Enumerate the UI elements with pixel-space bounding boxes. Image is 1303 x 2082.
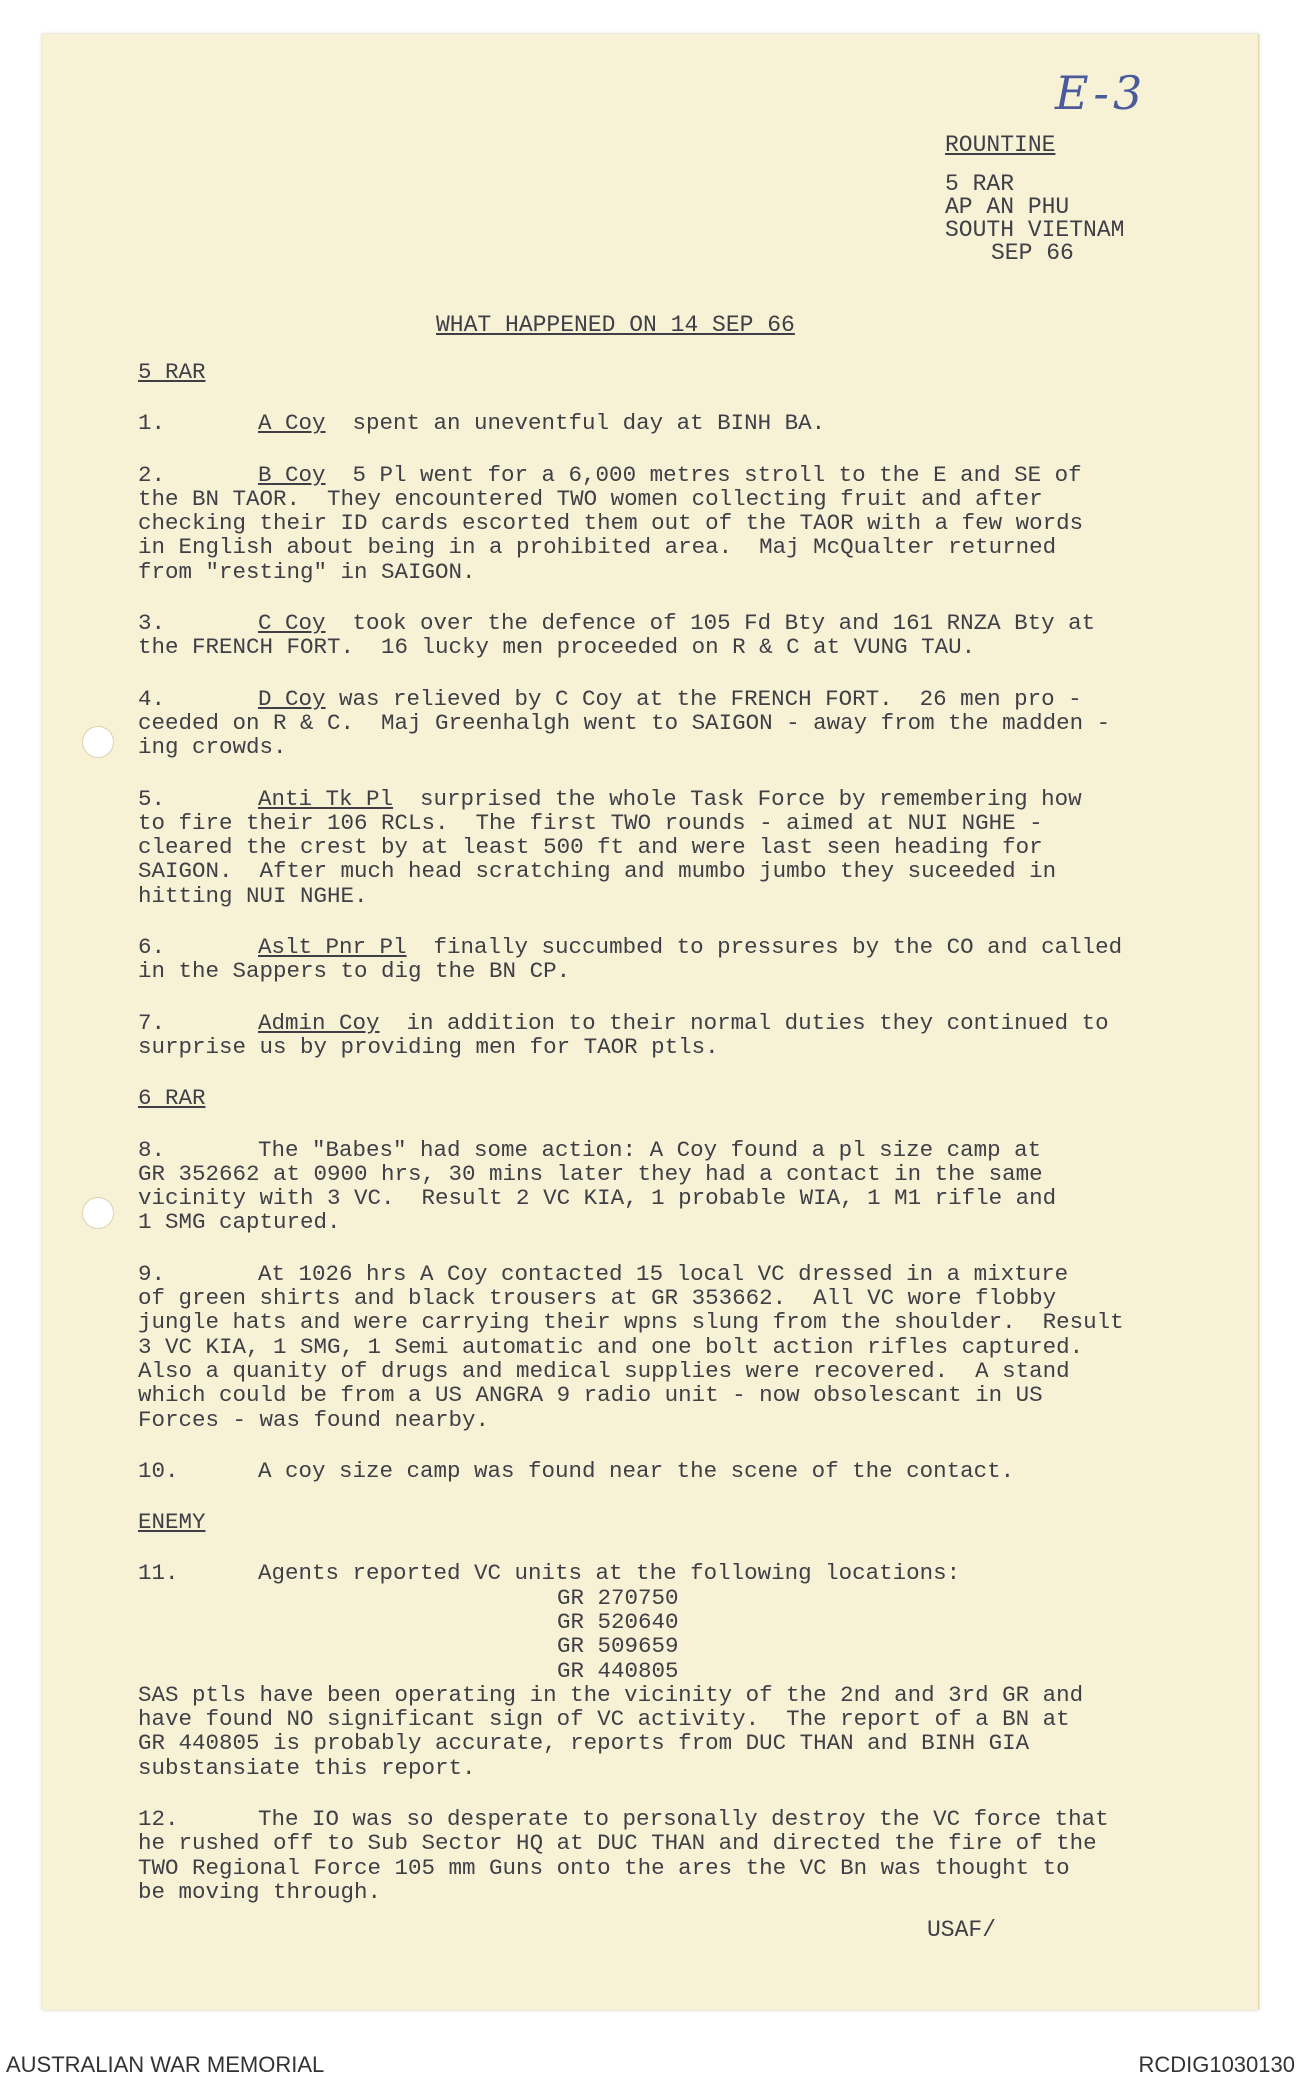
paragraph-number: 12.: [138, 1806, 179, 1833]
paragraph-text: surprised the whole Task Force by remembering how to fire their 106 RCLs. The first TWO rounds - aimed at NUI NGHE - cleared the crest by at least 500 ft and were last seen heading for SAIGON. After much head scratching and mumbo jumbo they suceeded in hitting NUI NGHE.: [138, 785, 1082, 909]
paragraph-text: SAS ptls have been operating in the vicinity of the 2nd and 3rd GR and have found NO significant sign of VC activity. The report of a BN at GR 440805 is probably accurate, reports from DUC THAN and BINH GIA substansiate this report.: [138, 1681, 1084, 1781]
routine-label: ROUNTINE: [945, 132, 1056, 158]
paragraph-text: in addition to their normal duties they continued to surprise us by providing men for TAOR ptls.: [138, 1009, 1109, 1060]
section-heading-6rar: 6 RAR: [138, 1085, 206, 1112]
grid-reference: GR 509659: [557, 1633, 679, 1660]
paragraph-text: was relieved by C Coy at the FRENCH FORT. 26 men pro - ceeded on R & C. Maj Greenhalgh went to SAIGON - away from the madden - ing crowds.: [138, 685, 1111, 761]
paragraph-12: [138, 1807, 1228, 1904]
archive-id: RCDIG1030130: [1138, 2052, 1295, 2077]
paragraph-4: [138, 687, 1228, 760]
section-heading-enemy: ENEMY: [138, 1509, 206, 1536]
paragraph-text: finally succumbed to pressures by the CO and called in the Sappers to dig the BN CP.: [138, 934, 1123, 985]
location-line-1: AP AN PHU: [945, 194, 1070, 220]
paragraph-text: took over the defence of 105 Fd Bty and 161 RNZA Bty at the FRENCH FORT. 16 lucky men proceeded on R & C at VUNG TAU.: [138, 610, 1096, 661]
paragraph-number: 5.: [138, 785, 166, 812]
paragraph-unit: C Coy: [258, 610, 326, 637]
paragraph-2: [138, 463, 1228, 584]
document-body: [138, 360, 1228, 1931]
paragraph-number: 8.: [138, 1136, 166, 1163]
paragraph-text: A coy size camp was found near the scene of the contact.: [258, 1457, 1015, 1484]
paragraph-text: The IO was so desperate to personally destroy the VC force that he rushed off to Sub Sector HQ at DUC THAN and directed the fire of the TWO Regional Force 105 mm Guns onto the ares the VC Bn was thought to be moving through.: [138, 1806, 1109, 1905]
grid-reference: GR 440805: [557, 1657, 679, 1684]
paragraph-unit: A Coy: [258, 410, 326, 437]
paragraph-number: 1.: [138, 410, 166, 437]
paragraph-unit: Admin Coy: [258, 1009, 380, 1036]
paragraph-number: 4.: [138, 685, 166, 712]
grid-reference: GR 270750: [557, 1584, 679, 1611]
paragraph-text: 5 Pl went for a 6,000 metres stroll to the E and SE of the BN TAOR. They encountered TWO women collecting fruit and after checking their ID cards escorted them out of the TAOR with a few words in English about being in a prohibited area. Maj McQualter returned from "resting" in SAIGON.: [138, 461, 1084, 585]
paragraph-text: spent an uneventful day at BINH BA.: [325, 410, 826, 437]
paragraph-7: [138, 1011, 1228, 1060]
paragraph-number: 3.: [138, 610, 166, 637]
paragraph-9: [138, 1262, 1228, 1432]
paragraph-number: 9.: [138, 1260, 166, 1287]
archive-name: AUSTRALIAN WAR MEMORIAL: [6, 2052, 325, 2077]
paragraph-unit: Aslt Pnr Pl: [258, 934, 407, 961]
paragraph-8: [138, 1138, 1228, 1235]
paragraph-10: [138, 1459, 1228, 1483]
paragraph-unit: Anti Tk Pl: [258, 785, 394, 812]
grid-reference: GR 520640: [557, 1608, 679, 1635]
document-header: [945, 134, 1124, 265]
punch-hole: [82, 1197, 114, 1229]
archive-caption-bar: [0, 2050, 1303, 2082]
grid-reference-list: [557, 1586, 1228, 1683]
paragraph-1: [138, 411, 1228, 435]
paragraph-6: [138, 935, 1228, 984]
paragraph-intro: Agents reported VC units at the following locations:: [258, 1560, 961, 1587]
paragraph-number: 10.: [138, 1457, 179, 1484]
paragraph-unit: B Coy: [258, 461, 326, 488]
document-title: WHAT HAPPENED ON 14 SEP 66: [436, 312, 795, 338]
paragraph-11: [138, 1561, 1228, 1780]
date-label: SEP 66: [991, 240, 1074, 266]
handwritten-reference: E-3: [1055, 66, 1147, 120]
paragraph-number: 6.: [138, 934, 166, 961]
punch-hole: [82, 726, 114, 758]
unit-label: 5 RAR: [945, 171, 1015, 197]
paragraph-number: 11.: [138, 1560, 179, 1587]
paragraph-3: [138, 611, 1228, 660]
paragraph-number: 2.: [138, 461, 166, 488]
location-line-2: SOUTH VIETNAM: [945, 217, 1125, 243]
section-heading-5rar: 5 RAR: [138, 359, 206, 385]
paragraph-unit: D Coy: [258, 685, 326, 712]
continuation-marker: USAF/: [927, 1917, 997, 1943]
paragraph-5: [138, 787, 1228, 908]
paragraph-text: The "Babes" had some action: A Coy found a pl size camp at GR 352662 at 0900 hrs, 30 mins later they had a contact in the same vicinity with 3 VC. Result 2 VC KIA, 1 probable WIA, 1 M1 rifle and 1 SMG captured.: [138, 1136, 1057, 1236]
paragraph-number: 7.: [138, 1009, 166, 1036]
paragraph-text: At 1026 hrs A Coy contacted 15 local VC dressed in a mixture of green shirts and black trousers at GR 353662. All VC wore flobby jungle hats and were carrying their wpns slung from the shoulder. Result 3 VC KIA, 1 SMG, 1 Semi automatic and one bolt action rifles captured. Also a quanity of drugs and medical supplies were recovered. A stand which could be from a US ANGRA 9 radio unit - now obsolescant in US Forces - was found nearby.: [138, 1260, 1124, 1433]
